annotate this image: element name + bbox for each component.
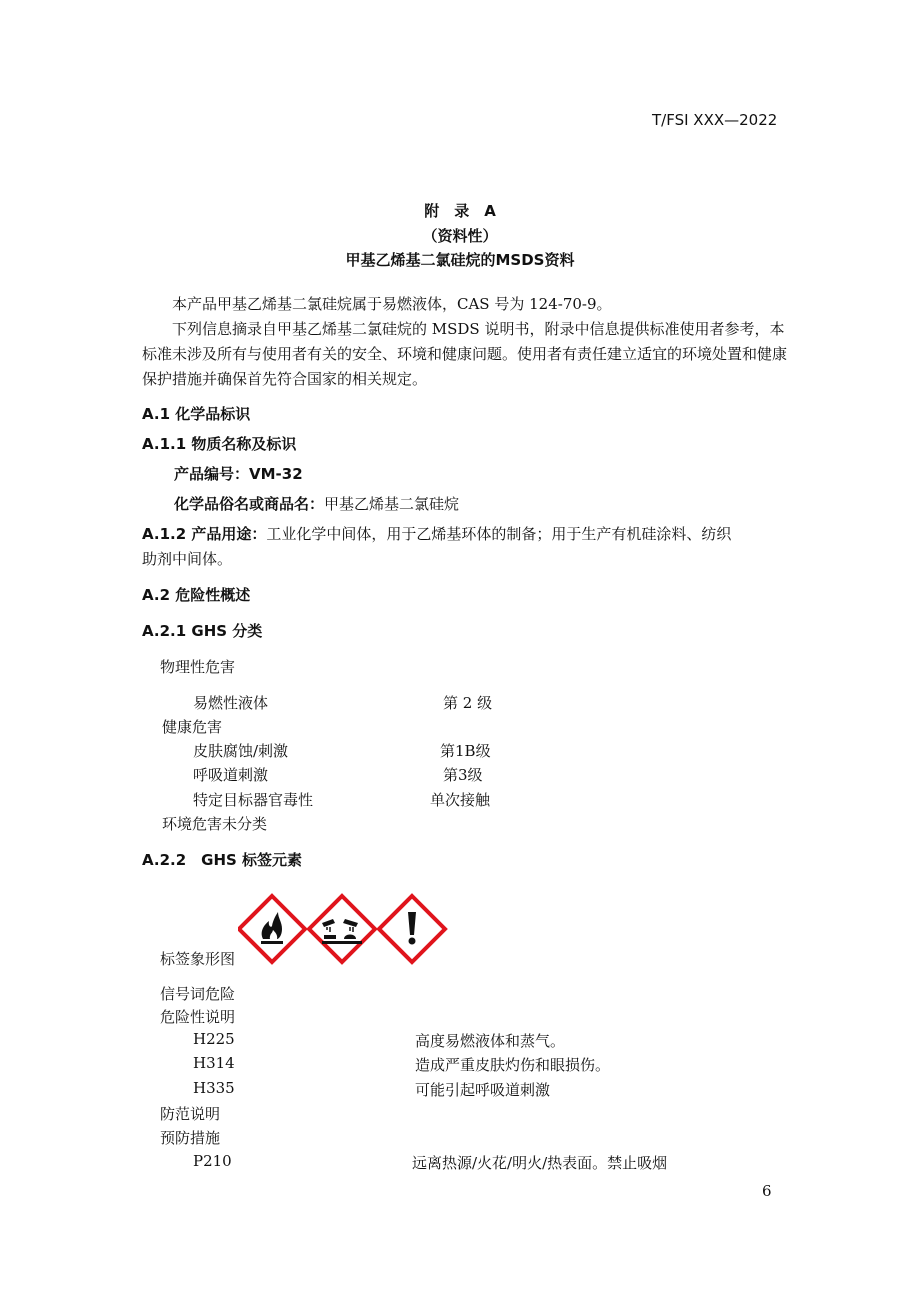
appendix-nature: （资料性） [422,227,498,245]
stot-category: 单次接触 [430,791,491,809]
precaution-label: 防范说明 [160,1105,221,1123]
intro-paragraph-1: 本产品甲基乙烯基二氯硅烷属于易燃液体，CAS 号为 124-70-9。 [172,295,612,313]
prevention-label: 预防措施 [160,1129,221,1147]
respiratory-irritation-category: 第3级 [443,766,483,784]
skin-corrosion-label: 皮肤腐蚀/刺激 [193,742,289,760]
page-number: 6 [762,1182,772,1200]
flammable-liquid-label: 易燃性液体 [193,694,269,712]
section-a22-heading: A.2.2 GHS 标签元素 [142,851,303,869]
intro-paragraph-2: 下列信息摘录自甲基乙烯基二氯硅烷的 MSDS 说明书，附录中信息提供标准使用者参考，本标准未涉及所有与使用者有关的安全、环境和健康问题。使用者有责任建立适宜的环境处置和健康保护措施并确保首先符合国家的相关规定。 [142,320,788,388]
h335-code: H335 [193,1079,235,1097]
flammable-liquid-category: 第 2 级 [443,694,493,712]
trade-name-line [174,493,459,514]
product-use-label: A.1.2 产品用途： [142,525,267,543]
health-hazard-label: 健康危害 [162,718,223,736]
appendix-main-title: 甲基乙烯基二氯硅烷的MSDS资料 [345,251,575,269]
h314-text: 造成严重皮肤灼伤和眼损伤。 [415,1056,611,1074]
product-use-value-cont: 助剂中间体。 [142,550,233,568]
h225-text: 高度易燃液体和蒸气。 [415,1032,566,1050]
physical-hazard-label: 物理性危害 [160,658,236,676]
pictogram-label: 标签象形图 [160,950,236,968]
section-a21-heading: A.2.1 GHS 分类 [142,622,263,640]
ghs-pictograms [238,892,450,966]
environment-hazard-label: 环境危害未分类 [162,815,268,833]
doc-id: T/FSI XXX—2022 [652,111,778,129]
signal-word: 信号词危险 [160,985,236,1003]
hazard-statements-label: 危险性说明 [160,1008,236,1026]
h225-code: H225 [193,1030,235,1048]
h314-code: H314 [193,1054,235,1072]
section-a1-heading: A.1 化学品标识 [142,405,251,423]
section-a11-heading: A.1.1 物质名称及标识 [142,435,297,453]
product-number: 产品编号：VM-32 [174,465,303,483]
stot-label: 特定目标器官毒性 [193,791,314,809]
respiratory-irritation-label: 呼吸道刺激 [193,766,269,784]
trade-name-value: 甲基乙烯基二氯硅烷 [324,495,460,513]
p210-code: P210 [193,1152,232,1170]
flame-icon [239,896,305,962]
exclamation-icon [379,896,445,962]
p210-text: 远离热源/火花/明火/热表面。禁止吸烟 [412,1154,668,1172]
pictogram-svg [238,892,450,966]
section-a2-heading: A.2 危险性概述 [142,586,251,604]
appendix-title: 附 录 A [424,202,496,220]
trade-name-label: 化学品俗名或商品名： [174,495,325,513]
corrosion-icon [309,896,375,962]
product-use-line [142,523,731,544]
skin-corrosion-category: 第1B级 [440,742,491,760]
h335-text: 可能引起呼吸道刺激 [415,1081,551,1099]
product-use-value: 工业化学中间体，用于乙烯基环体的制备；用于生产有机硅涂料、纺织 [266,525,732,543]
